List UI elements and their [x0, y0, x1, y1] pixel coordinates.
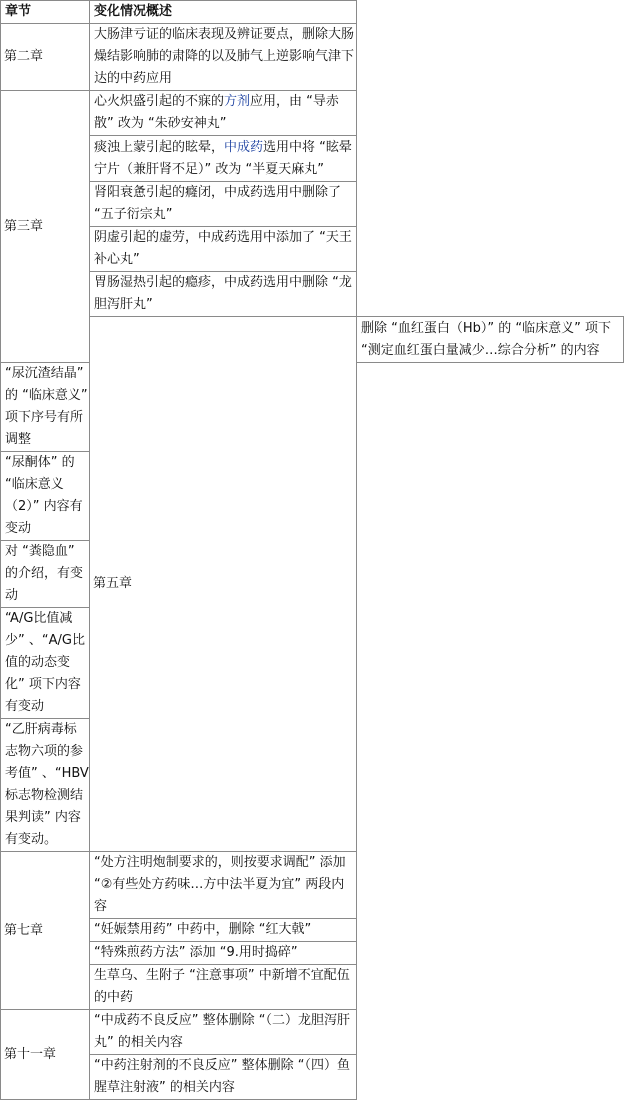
change-item: “中成药不良反应” 整体删除 “（二）龙胆泻肝丸” 的相关内容	[90, 1010, 357, 1055]
table-row	[1, 942, 624, 965]
chapter-label: 第五章	[90, 317, 357, 852]
chapter-label: 第三章	[1, 91, 90, 363]
change-item	[90, 136, 357, 182]
table-row	[1, 1055, 624, 1100]
change-item: 大肠津亏证的临床表现及辨证要点，删除大肠燥结影响肺的肃降的以及肺气上逆影响气津下达的中药应用	[90, 24, 357, 91]
table-row	[1, 852, 624, 919]
table-row	[1, 317, 624, 363]
change-item: “尿酮体” 的 “临床意义（2）” 内容有变动	[1, 452, 90, 541]
table-row	[1, 227, 624, 272]
chapter-label: 第七章	[1, 852, 90, 1010]
change-item: 删除 “血红蛋白（Hb）” 的 “临床意义” 项下 “测定血红蛋白量减少…综合分析” 的内容	[357, 317, 624, 363]
text-segment: 应用，由 “导赤散” 改为 “朱砂安神丸”	[94, 94, 339, 131]
change-item: 肾阳衰惫引起的癃闭，中成药选用中删除了 “五子衍宗丸”	[90, 182, 357, 227]
header-summary: 变化情况概述	[90, 1, 357, 24]
header-row	[1, 1, 624, 24]
change-item: “A/G比值减少” 、“A/G比值的动态变化” 项下内容有变动	[1, 608, 90, 719]
table-row	[1, 965, 624, 1010]
change-item: “尿沉渣结晶” 的 “临床意义” 项下序号有所调整	[1, 363, 90, 452]
change-item: “乙肝病毒标志物六项的参考值” 、“HBV标志物检测结果判读” 内容有变动。	[1, 719, 90, 852]
change-item: “中药注射剂的不良反应” 整体删除 “（四）鱼腥草注射液” 的相关内容	[90, 1055, 357, 1100]
text-segment: 痰浊上蒙引起的眩晕，	[94, 139, 225, 155]
change-item: “妊娠禁用药” 中药中，删除 “红大戟”	[90, 919, 357, 942]
change-item: 胃肠湿热引起的瘾疹，中成药选用中删除 “龙胆泻肝丸”	[90, 272, 357, 317]
text-segment: 选用中将 “眩晕宁片（兼肝肾不足）” 改为 “半夏天麻丸”	[94, 139, 352, 177]
change-item: “处方注明炮制要求的，则按要求调配” 添加 “②有些处方药味…方中法半夏为宜” 两段内容	[90, 852, 357, 919]
table-row	[1, 91, 624, 136]
table-row	[1, 136, 624, 182]
highlight-link[interactable]: 中成药	[224, 139, 264, 155]
text-segment: 心火炽盛引起的不寐的	[94, 94, 225, 109]
change-item: 对 “粪隐血” 的介绍，有变动	[1, 541, 90, 608]
change-item: 阴虚引起的虚劳，中成药选用中添加了 “天王补心丸”	[90, 227, 357, 272]
chapter-label: 第二章	[1, 24, 90, 91]
table-row	[1, 1010, 624, 1055]
change-item: 生草乌、生附子 “注意事项” 中新增不宜配伍的中药	[90, 965, 357, 1010]
table-row	[1, 919, 624, 942]
highlight-link[interactable]: 方剂	[224, 94, 251, 109]
header-chapter: 章节	[1, 1, 90, 24]
change-item: “特殊煎药方法” 添加 “9.用时捣碎”	[90, 942, 357, 965]
change-item	[90, 91, 357, 136]
table-row	[1, 272, 624, 317]
table-row	[1, 182, 624, 227]
table-row	[1, 24, 624, 91]
chapter-label: 第十一章	[1, 1010, 90, 1100]
